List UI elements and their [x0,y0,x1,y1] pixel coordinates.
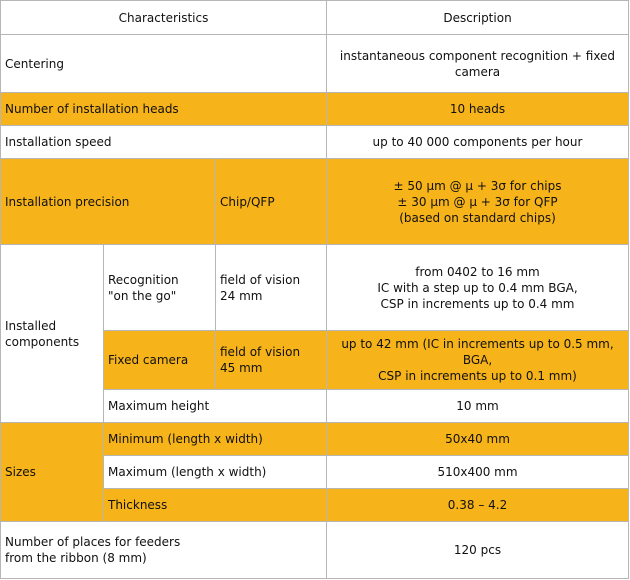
fixed-camera-field-of-vision: field of vision 45 mm [216,331,327,390]
sizes-maximum-label: Maximum (length x width) [104,456,327,489]
installation-precision-row [1,159,629,245]
installation-heads-label: Number of installation heads [1,93,327,126]
characteristics-header: Characteristics [1,1,327,35]
recognition-value: from 0402 to 16 mm IC with a step up to 0.4 mm BGA, CSP in increments up to 0.4 mm [327,245,629,331]
installation-precision-label: Installation precision [1,159,216,245]
centering-value: instantaneous component recognition + fixed camera [327,35,629,93]
centering-row [1,35,629,93]
installed-components-label: Installed components [1,245,104,423]
sizes-thickness-value: 0.38 – 4.2 [327,489,629,522]
recognition-row [1,245,629,331]
sizes-minimum-row [1,423,629,456]
feeders-value: 120 pcs [327,522,629,579]
installation-speed-value: up to 40 000 components per hour [327,126,629,159]
installation-heads-row [1,93,629,126]
sizes-label: Sizes [1,423,104,522]
recognition-field-of-vision: field of vision 24 mm [216,245,327,331]
recognition-label: Recognition "on the go" [104,245,216,331]
installation-precision-value: ± 50 µm @ µ + 3σ for chips ± 30 µm @ µ + 3σ for QFP (based on standard chips) [327,159,629,245]
maximum-height-value: 10 mm [327,390,629,423]
installation-heads-value: 10 heads [327,93,629,126]
feeders-label: Number of places for feeders from the ribbon (8 mm) [1,522,327,579]
sizes-thickness-label: Thickness [104,489,327,522]
header-row [1,1,629,35]
sizes-minimum-label: Minimum (length x width) [104,423,327,456]
centering-label: Centering [1,35,327,93]
fixed-camera-value: up to 42 mm (IC in increments up to 0.5 mm, BGA, CSP in increments up to 0.1 mm) [327,331,629,390]
installation-speed-row [1,126,629,159]
fixed-camera-label: Fixed camera [104,331,216,390]
maximum-height-label: Maximum height [104,390,327,423]
feeders-row [1,522,629,579]
sizes-maximum-value: 510x400 mm [327,456,629,489]
installation-speed-label: Installation speed [1,126,327,159]
sizes-minimum-value: 50x40 mm [327,423,629,456]
installation-precision-sub: Chip/QFP [216,159,327,245]
description-header: Description [327,1,629,35]
